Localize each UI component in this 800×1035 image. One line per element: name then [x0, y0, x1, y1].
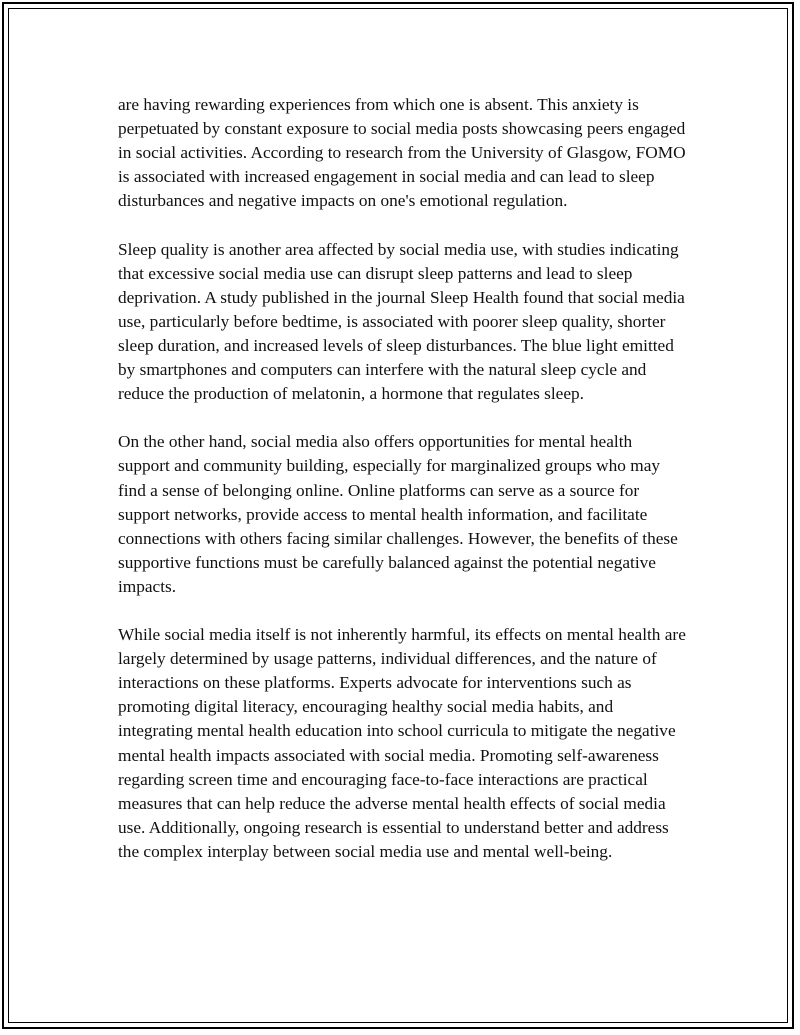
paragraph-sleep-quality: Sleep quality is another area affected by social media use, with studies indicating that excessive social media use can disrupt sleep patterns and lead to sleep deprivation. A study published in the journal Sleep Health found that social media use, particularly before bedtime, is associated with poorer sleep quality, shorter sleep duration, and increased levels of sleep disturbances. The blue light emitted by smartphones and computers can interfere with the natural sleep cycle and reduce the production of melatonin, a hormone that regulates sleep.	[118, 239, 685, 404]
document-body	[118, 93, 688, 888]
paragraph-conclusion: While social media itself is not inherently harmful, its effects on mental health are largely determined by usage patterns, individual differences, and the nature of interactions on these platforms. Experts advocate for interventions such as promoting digital literacy, encouraging healthy social media habits, and integrating mental health education into school curricula to mitigate the negative mental health impacts associated with social media. Promoting self-awareness regarding screen time and encouraging face-to-face interactions are practical measures that can help reduce the adverse mental health effects of social media use. Additionally, ongoing research is essential to understand better and address the complex interplay between social media use and mental well-being.	[118, 625, 686, 861]
paragraph-fomo-continued: are having rewarding experiences from which one is absent. This anxiety is perpetuated by constant exposure to social media posts showcasing peers engaged in social activities. According to research from the University of Glasgow, FOMO is associated with increased engagement in social media and can lead to sleep disturbances and negative impacts on one's emotional regulation.	[118, 95, 686, 211]
paragraph-mental-health-support: On the other hand, social media also offers opportunities for mental health support and community building, especially for marginalized groups who may find a sense of belonging online. Online platforms can serve as a source for support networks, provide access to mental health information, and facilitate connections with others facing similar challenges. However, the benefits of these supportive functions must be carefully balanced against the potential negative impacts.	[118, 432, 678, 596]
